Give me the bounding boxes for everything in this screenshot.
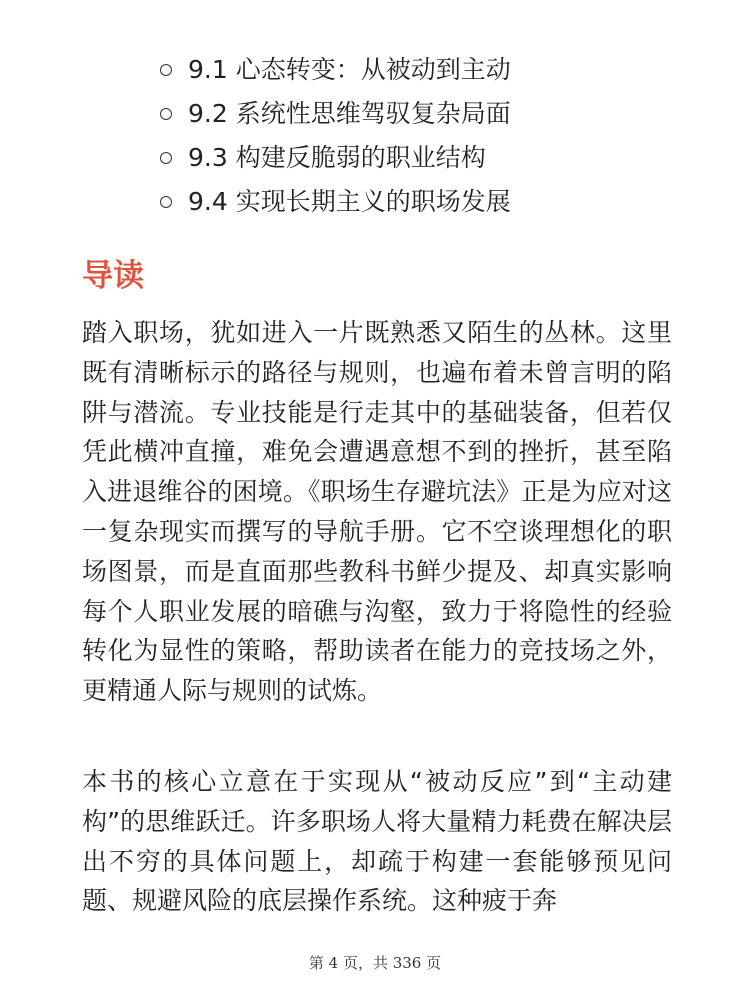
toc-item-label: 9.4 实现长期主义的职场发展 — [188, 187, 511, 216]
hollow-bullet-icon — [160, 108, 172, 120]
hollow-bullet-icon — [160, 64, 172, 76]
toc-item[interactable] — [160, 136, 511, 180]
toc-item-label: 9.1 心态转变：从被动到主动 — [188, 55, 511, 84]
hollow-bullet-icon — [160, 152, 172, 164]
toc-item[interactable] — [160, 48, 511, 92]
toc-item[interactable] — [160, 180, 511, 224]
body-paragraph: 本书的核心立意在于实现从“被动反应”到“主动建构”的思维跃迁。许多职场人将大量精力耗费在解决层出不穷的具体问题上，却疏于构建一套能够预见问题、规避风险的底层操作系统。这种疲于奔 — [82, 767, 672, 916]
body-paragraph: 踏入职场，犹如进入一片既熟悉又陌生的丛林。这里既有清晰标示的路径与规则，也遍布着未曾言明的陷阱与潜流。专业技能是行走其中的基础装备，但若仅凭此横冲直撞，难免会遭遇意想不到的挫折，甚至陷入进退维谷的困境。《职场生存避坑法》正是为应对这一复杂现实而撰写的导航手册。它不空谈理想化的职场图景，而是直面那些教科书鲜少提及、却真实影响每个人职业发展的暗礁与沟壑，致力于将隐性的经验转化为显性的策略，帮助读者在能力的竞技场之外，更精通人际与规则的试炼。 — [82, 318, 672, 706]
section-heading: 导读 — [82, 258, 144, 294]
page-number: 第 4 页，共 336 页 — [308, 954, 442, 972]
toc-item-label: 9.3 构建反脆弱的职业结构 — [188, 143, 486, 172]
toc-item[interactable] — [160, 92, 511, 136]
toc-item-label: 9.2 系统性思维驾驭复杂局面 — [188, 99, 511, 128]
hollow-bullet-icon — [160, 196, 172, 208]
table-of-contents — [160, 48, 511, 224]
